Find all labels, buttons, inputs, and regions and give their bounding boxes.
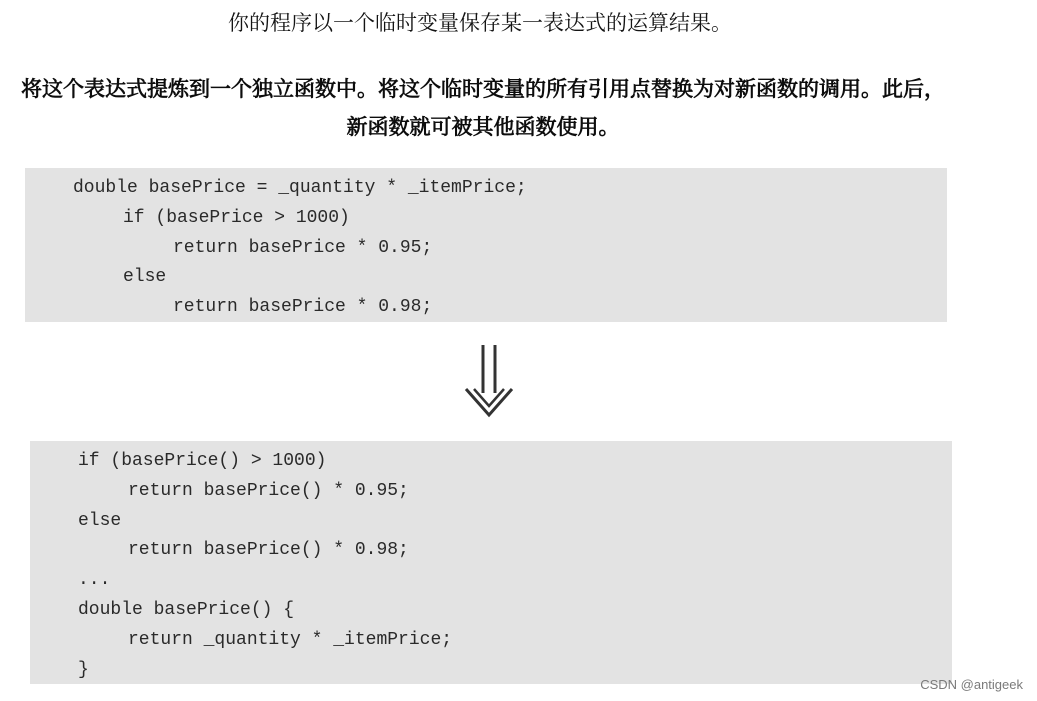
code-line: else	[123, 267, 167, 288]
code-line: return basePrice * 0.95;	[173, 237, 433, 258]
double-down-arrow-icon	[463, 343, 515, 419]
code-line: double basePrice = _quantity * _itemPrice;	[73, 178, 527, 198]
code-line: return basePrice * 0.98;	[173, 297, 433, 318]
code-line: return basePrice() * 0.95;	[128, 480, 409, 501]
code-line: }	[78, 659, 89, 680]
code-block-after	[30, 441, 952, 684]
code-block-before	[25, 168, 947, 322]
code-line: if (basePrice > 1000)	[123, 207, 350, 228]
code-line: return _quantity * _itemPrice;	[128, 629, 453, 650]
solution-statement: 将这个表达式提炼到一个独立函数中。将这个临时变量的所有引用点替换为对新函数的调用。此后，新函数就可被其他函数使用。	[21, 77, 945, 139]
code-line: else	[78, 510, 122, 531]
watermark: CSDN @antigeek	[920, 677, 1023, 692]
code-line: ...	[78, 570, 111, 591]
problem-statement: 你的程序以一个临时变量保存某一表达式的运算结果。	[228, 11, 732, 35]
code-line: return basePrice() * 0.98;	[128, 540, 409, 561]
code-line: double basePrice() {	[78, 599, 295, 620]
code-line: if (basePrice() > 1000)	[78, 451, 327, 471]
